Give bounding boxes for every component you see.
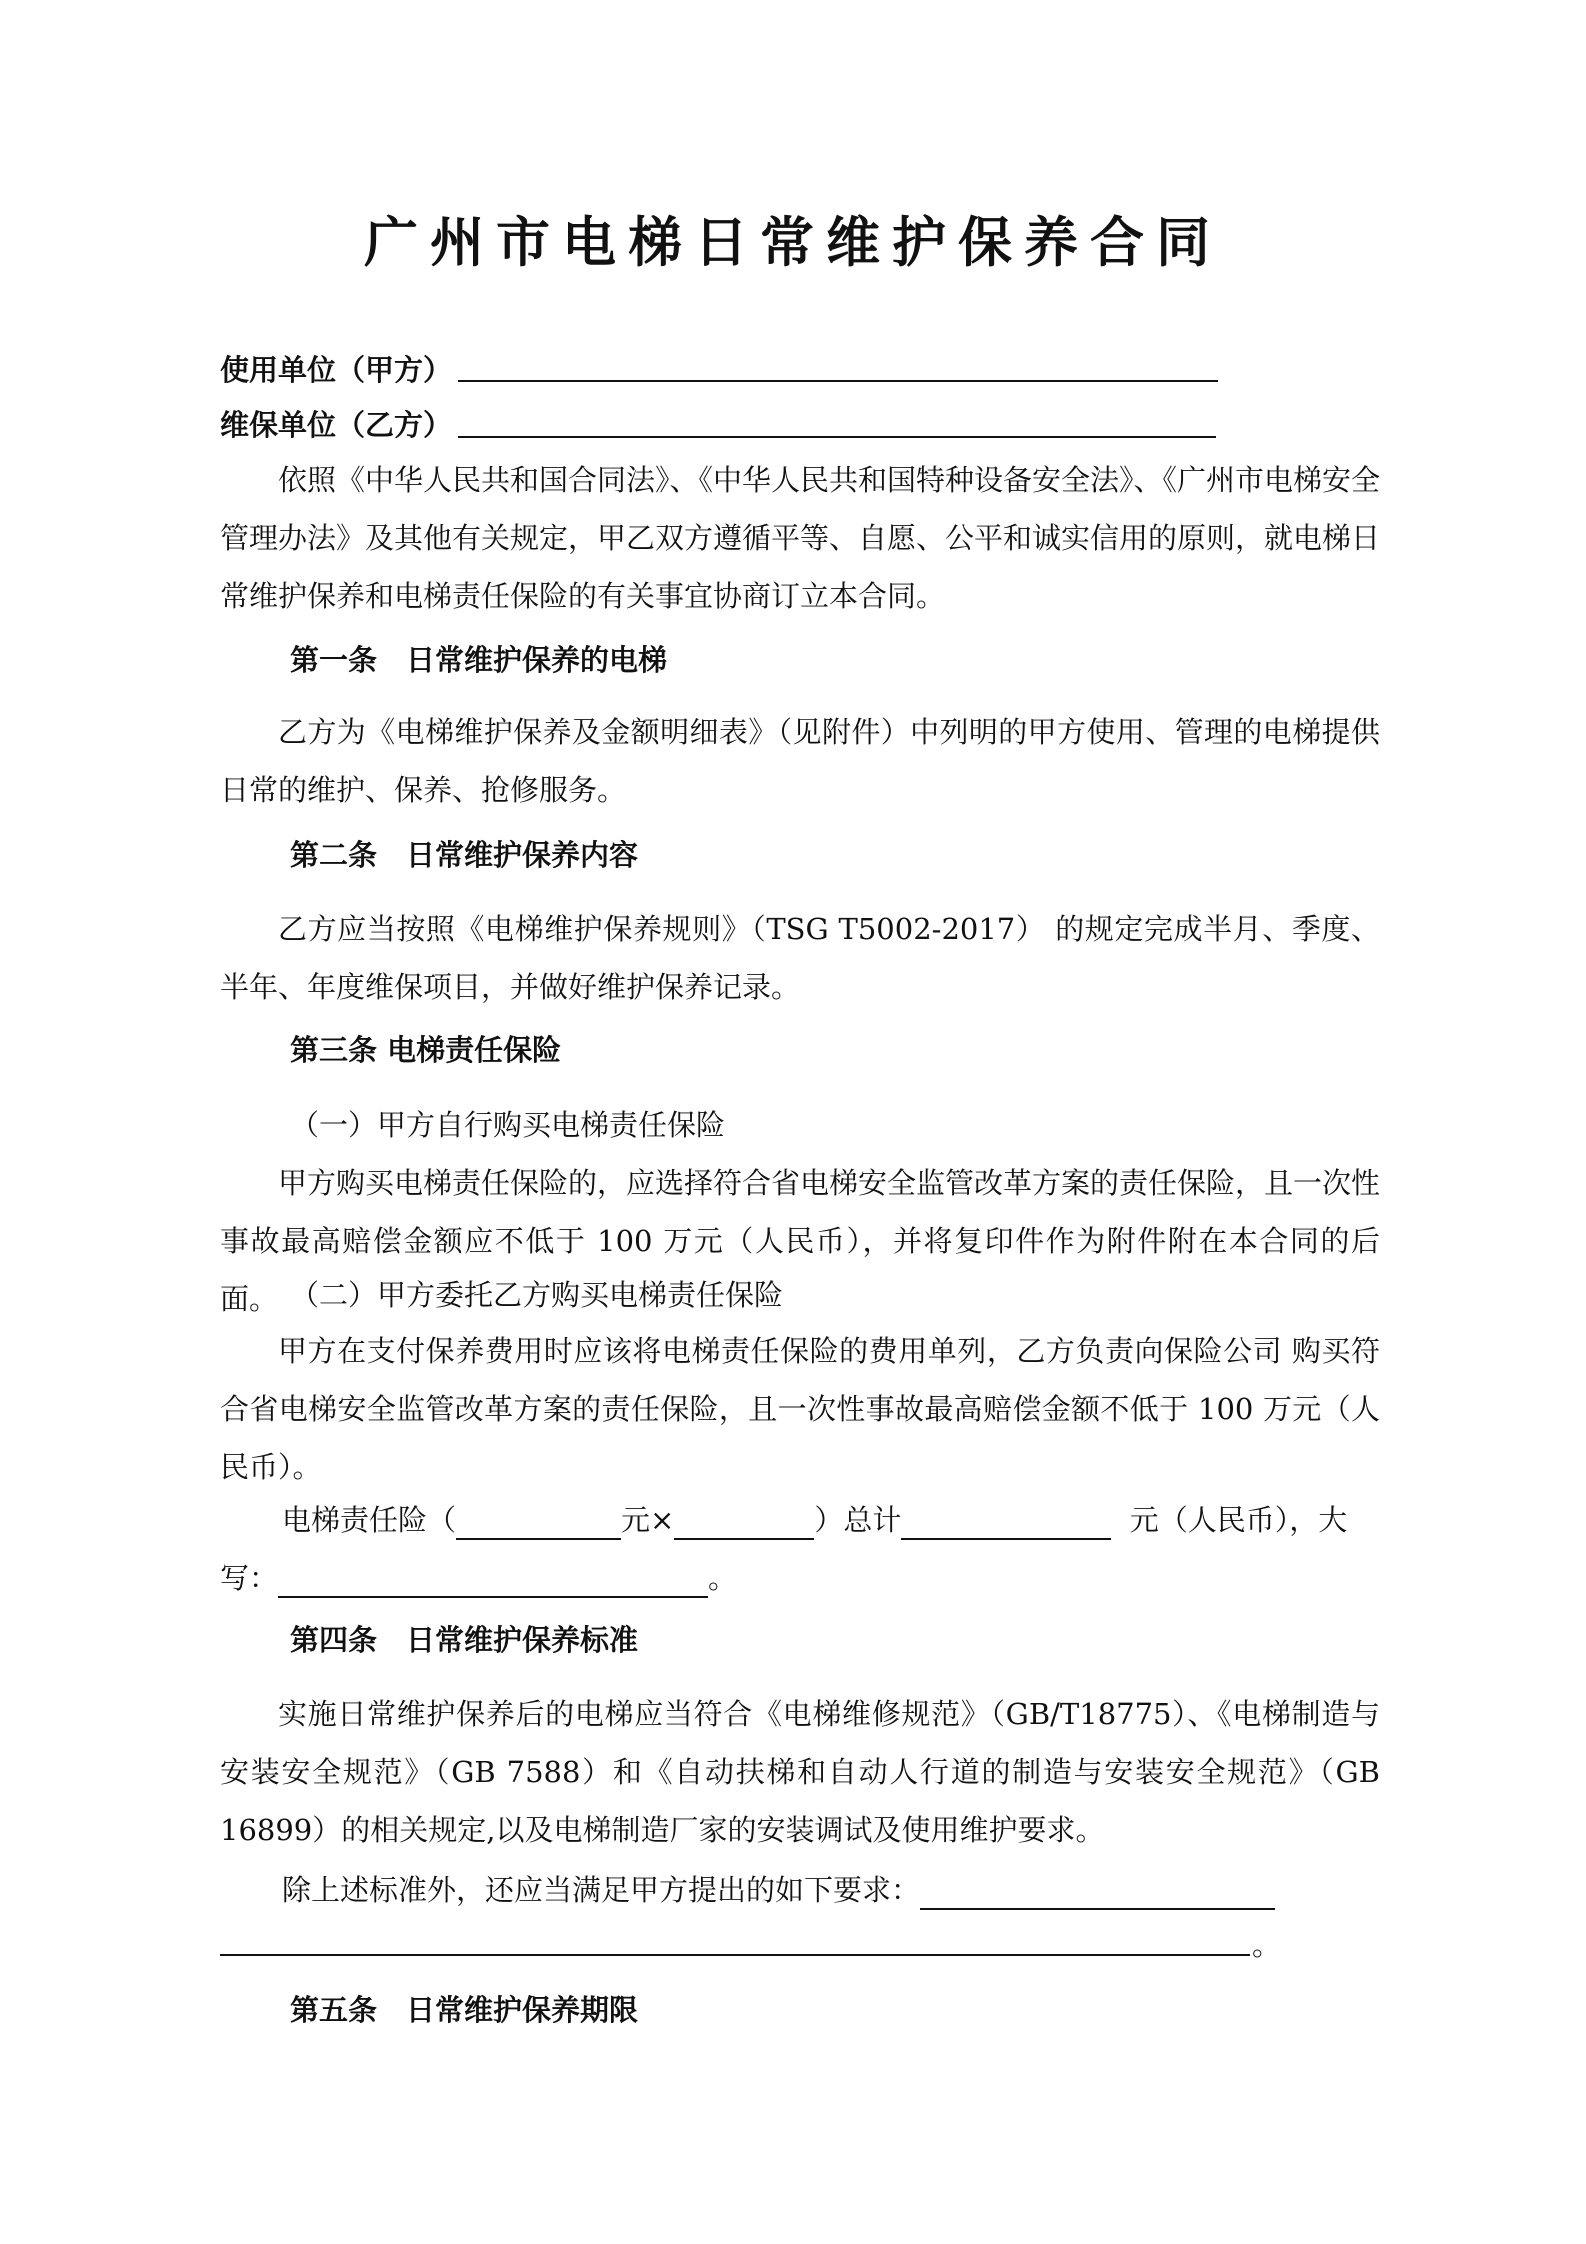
insurance-total-label: ）总计 bbox=[814, 1503, 902, 1537]
article-3-sub2-text: 甲方在支付保养费用时应该将电梯责任保险的费用单列，乙方负责向保险公司 购买符合省电梯安全监管改革方案的责任保险，且一次性事故最高赔偿金额不低于 100 万元（人民币）。 bbox=[220, 1334, 1380, 1484]
article-4-end-mark: 。 bbox=[1252, 1928, 1282, 1962]
party-a-line bbox=[220, 350, 452, 390]
insurance-caps-end: 。 bbox=[708, 1561, 738, 1595]
intro-paragraph: 依照《中华人民共和国合同法》、《中华人民共和国特种设备安全法》、《广州市电梯安全管理办法》及其他有关规定，甲乙双方遵循平等、自愿、公平和诚实信用的原则，就电梯日常维护保养和电梯责任保险的有关事宜协商订立本合同。 bbox=[220, 463, 1381, 613]
document-title: 广州市电梯日常维护保养合同 bbox=[364, 210, 1222, 274]
insurance-label: 电梯责任险（ bbox=[282, 1503, 457, 1537]
party-b-line bbox=[220, 405, 452, 445]
insurance-caps-line bbox=[220, 1558, 737, 1598]
article-4-title: 第四条 日常维护保养标准 bbox=[290, 1623, 639, 1657]
article-4-requirements-field-2[interactable] bbox=[220, 1954, 1250, 1956]
party-a-label: 使用单位（甲方） bbox=[220, 353, 453, 387]
article-1-title: 第一条 日常维护保养的电梯 bbox=[290, 643, 668, 677]
article-3-title: 第三条 电梯责任保险 bbox=[290, 1033, 562, 1067]
article-4-extra-label: 除上述标准外，还应当满足甲方提出的如下要求： bbox=[282, 1873, 921, 1907]
insurance-total-field[interactable] bbox=[901, 1508, 1111, 1540]
article-4-requirements-field[interactable] bbox=[920, 1878, 1275, 1910]
insurance-unit-price-field[interactable] bbox=[456, 1508, 621, 1540]
article-2-text: 乙方应当按照《电梯维护保养规则》（TSG T5002-2017） 的规定完成半月、季度、半年、年度维保项目，并做好维护保养记录。 bbox=[220, 912, 1380, 1004]
article-3-sub1-text: 甲方购买电梯责任保险的，应选择符合省电梯安全监管改革方案的责任保险，且一次性事故最高赔偿金额应不低于 100 万元（人民币），并将复印件作为附件附在本合同的后面。 bbox=[220, 1166, 1381, 1316]
article-3-sub1: （一）甲方自行购买电梯责任保险 bbox=[290, 1108, 726, 1142]
article-5-title: 第五条 日常维护保养期限 bbox=[290, 1993, 639, 2027]
insurance-rmb-label: 元（人民币），大 bbox=[1129, 1503, 1348, 1537]
insurance-caps-field[interactable] bbox=[278, 1566, 708, 1598]
insurance-line bbox=[282, 1500, 1347, 1540]
article-1-text: 乙方为《电梯维护保养及金额明细表》（见附件）中列明的甲方使用、管理的电梯提供日常的维护、保养、抢修服务。 bbox=[220, 715, 1380, 807]
party-b-field[interactable] bbox=[458, 436, 1216, 438]
article-2-title: 第二条 日常维护保养内容 bbox=[290, 838, 639, 872]
insurance-caps-label: 写： bbox=[220, 1561, 279, 1595]
party-a-field[interactable] bbox=[458, 380, 1218, 382]
article-4-extra-line bbox=[282, 1870, 1275, 1910]
insurance-quantity-field[interactable] bbox=[674, 1508, 814, 1540]
insurance-yuan-times: 元× bbox=[621, 1503, 675, 1537]
party-b-label: 维保单位（乙方） bbox=[220, 408, 453, 442]
article-3-sub2: （二）甲方委托乙方购买电梯责任保险 bbox=[290, 1278, 784, 1312]
article-4-text: 实施日常维护保养后的电梯应当符合《电梯维修规范》（GB/T18775）、《电梯制造与安装安全规范》（GB 7588）和《自动扶梯和自动人行道的制造与安装安全规范》（GB 16899）的相关规定,以及电梯制造厂家的安装调试及使用维护要求。 bbox=[220, 1697, 1380, 1847]
